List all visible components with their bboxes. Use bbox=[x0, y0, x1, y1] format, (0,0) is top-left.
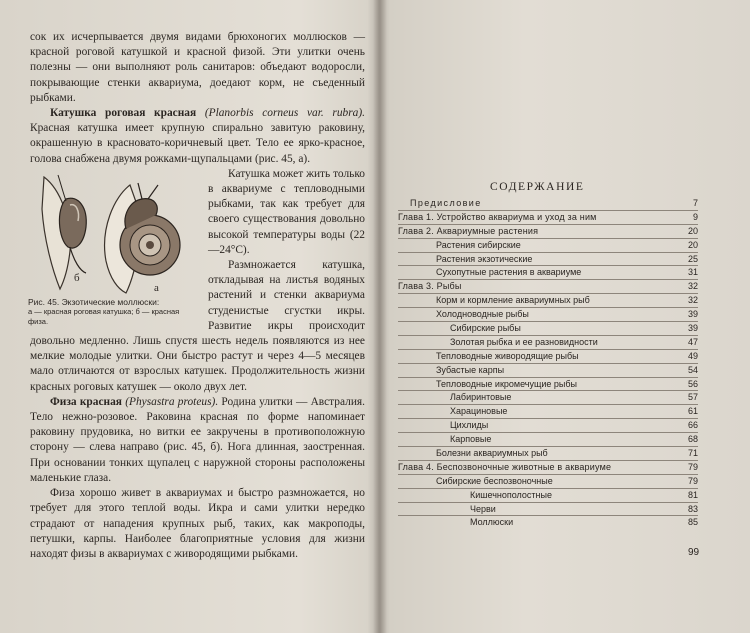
toc-entry bbox=[398, 502, 698, 516]
caption-title: Рис. 45. Экзотические моллюски: bbox=[28, 296, 160, 307]
paragraph-temperature: Катушка может жить только в аквариуме с тепловодными рыбками, так как требует для своего существования довольно высокой температуры воды (22—24°С). bbox=[208, 167, 365, 256]
toc-title: СОДЕРЖАНИЕ bbox=[490, 181, 585, 193]
toc-entry-page: 9 bbox=[692, 211, 698, 222]
toc-entry bbox=[398, 363, 698, 377]
toc-entry-label: Золотая рыбка и ее разновидности bbox=[450, 336, 598, 347]
toc-entry-label: Глава 4. Беспозвоночные животные в аквариуме bbox=[398, 461, 612, 472]
toc-entry-page: 20 bbox=[687, 225, 698, 236]
toc-entry bbox=[398, 321, 698, 335]
toc-entry-page: 79 bbox=[687, 475, 698, 486]
paragraph-reproduction: Размножается катушка, откладывая на листья водяных растений и стенки аквариума студенистые сгустки икры. Развитие икры происходит довольно медленно. Лишь спустя шесть недель появляются из нее мелкие молодые улитки. Они быстро растут и через 4—5 месяцев мало отличаются от взрослых катушек. Продолжительность жизни красных роговых катушек — около двух лет. bbox=[30, 259, 365, 393]
latin-planorbis: (Planorbis corneus var. rubra). bbox=[204, 107, 365, 120]
paragraph-planorbis bbox=[30, 106, 365, 167]
toc-entry bbox=[398, 515, 698, 529]
toc-entry-label: Сибирские рыбы bbox=[450, 323, 521, 334]
toc-entry bbox=[398, 279, 698, 293]
snail-illustration bbox=[30, 169, 198, 297]
toc-entry-label: Моллюски bbox=[470, 517, 514, 528]
toc-entry bbox=[398, 488, 698, 502]
figure-label-b: б bbox=[74, 271, 80, 284]
toc-entry bbox=[398, 252, 698, 266]
toc-entry bbox=[398, 390, 698, 404]
toc-entry-page: 71 bbox=[687, 448, 698, 459]
toc-entry-label: Сухопутные растения в аквариуме bbox=[436, 267, 582, 278]
toc-entry-label: Предисловие bbox=[410, 198, 482, 208]
toc-entry-label: Глава 1. Устройство аквариума и уход за ним bbox=[398, 211, 597, 222]
toc-entry-label: Зубастые карпы bbox=[436, 364, 505, 375]
toc-entry-label: Холодноводные рыбы bbox=[436, 309, 529, 320]
toc-entry-page: 39 bbox=[687, 309, 698, 320]
toc-entry-page: 7 bbox=[692, 198, 698, 208]
toc-entry-page: 20 bbox=[687, 239, 698, 250]
paragraph-intro: сок их исчерпывается двумя видами брюхоногих моллюсков — красной роговой катушкой и красной физой. Эти улитки очень полезны — они выполняют роль санитаров: объедают водоросли, покрывающие стенки аквариума, доедают корм, не съеденный рыбками. bbox=[30, 31, 365, 104]
toc-entry bbox=[398, 474, 698, 488]
toc-list bbox=[398, 197, 698, 529]
toc-entry-page: 49 bbox=[687, 350, 698, 361]
toc-entry-page: 56 bbox=[687, 378, 698, 389]
paragraph-physa-care: Физа хорошо живет в аквариумах и быстро размножается, но требует для этого теплой воды. Икра и сами улитки нередко страдают от нападения крупных рыб, таких, как макроподы, петушки, карпы. Наиболее благоприятные условия для жизни находят физы в аквариумах с живородящими рыбками. bbox=[30, 487, 365, 560]
heading-physa: Физа красная bbox=[50, 395, 122, 408]
paragraph-physa bbox=[30, 395, 365, 486]
toc-entry-label: Лабиринтовые bbox=[450, 392, 512, 403]
toc-entry-label: Растения экзотические bbox=[436, 253, 533, 264]
text-physa: Родина улитки — Австралия. Тело нежно-розовое. Раковина красная по форме напоминает раковину прудовика, но витки ее закручены в противоположную сторону — слева направо (рис. 45, б). Нога длинная, заостренная. При основании тонких щупалец с наружной стороны расположены маленькие глаза. bbox=[30, 395, 365, 484]
toc-entry-page: 81 bbox=[687, 489, 698, 500]
toc-entry-page: 47 bbox=[687, 336, 698, 347]
toc-entry-label: Сибирские беспозвоночные bbox=[436, 475, 553, 486]
toc-entry bbox=[398, 293, 698, 307]
toc-entry bbox=[398, 432, 698, 446]
toc-entry-page: 39 bbox=[687, 323, 698, 334]
toc-entry-page: 61 bbox=[687, 406, 698, 417]
toc-entry bbox=[398, 418, 698, 432]
book-gutter bbox=[373, 0, 387, 633]
toc-entry bbox=[398, 307, 698, 321]
toc-entry-label: Растения сибирские bbox=[436, 239, 521, 250]
toc-entry bbox=[398, 404, 698, 418]
toc-entry-page: 66 bbox=[687, 420, 698, 431]
toc-entry bbox=[398, 238, 698, 252]
toc-entry-label: Глава 3. Рыбы bbox=[398, 281, 462, 292]
page-number: 99 bbox=[688, 547, 700, 558]
toc-entry-label: Болезни аквариумных рыб bbox=[436, 448, 548, 459]
toc-entry-page: 68 bbox=[687, 434, 698, 445]
toc-entry-label: Корм и кормление аквариумных рыб bbox=[436, 295, 590, 306]
toc-entry-label: Глава 2. Аквариумные растения bbox=[398, 225, 539, 236]
toc-entry bbox=[398, 349, 698, 363]
toc-entry bbox=[398, 460, 698, 474]
toc-entry-label: Черви bbox=[470, 503, 496, 514]
toc-entry-label: Карповые bbox=[450, 434, 492, 445]
toc-entry-page: 32 bbox=[687, 295, 698, 306]
table-of-contents bbox=[398, 182, 698, 529]
toc-entry-page: 79 bbox=[687, 461, 698, 472]
toc-entry bbox=[398, 377, 698, 391]
figure-caption bbox=[28, 297, 198, 327]
figure-45 bbox=[30, 169, 198, 325]
left-page bbox=[30, 30, 365, 562]
toc-entry bbox=[398, 335, 698, 349]
toc-entry-label: Кишечнополостные bbox=[470, 489, 552, 500]
latin-physa: (Physastra proteus). bbox=[125, 395, 219, 408]
toc-entry bbox=[398, 210, 698, 224]
text-planorbis: Красная катушка имеет крупную спирально завитую раковину, окрашенную в красновато-коричневый цвет. Тело ее ярко-красное, голова снабжена двумя рожками-щупальцами (рис. 45, а). bbox=[30, 122, 365, 165]
toc-entry bbox=[398, 197, 698, 210]
toc-entry-page: 25 bbox=[687, 253, 698, 264]
toc-entry-label: Тепловодные икромечущие рыбы bbox=[436, 378, 578, 389]
toc-entry-label: Тепловодные живородящие рыбы bbox=[436, 350, 579, 361]
toc-entry bbox=[398, 224, 698, 238]
toc-entry-page: 54 bbox=[687, 364, 698, 375]
toc-entry-page: 83 bbox=[687, 503, 698, 514]
caption-sub: а — красная роговая катушка; б — красная физа. bbox=[28, 306, 180, 326]
toc-entry-page: 32 bbox=[687, 281, 698, 292]
toc-entry-label: Цихлиды bbox=[450, 420, 489, 431]
toc-entry-page: 31 bbox=[687, 267, 698, 278]
toc-entry-page: 85 bbox=[687, 517, 698, 528]
toc-entry-page: 57 bbox=[687, 392, 698, 403]
heading-planorbis: Катушка роговая красная bbox=[50, 107, 197, 120]
toc-entry-label: Харациновые bbox=[450, 406, 508, 417]
toc-entry bbox=[398, 265, 698, 279]
figure-label-a: а bbox=[154, 281, 159, 294]
toc-entry bbox=[398, 446, 698, 460]
